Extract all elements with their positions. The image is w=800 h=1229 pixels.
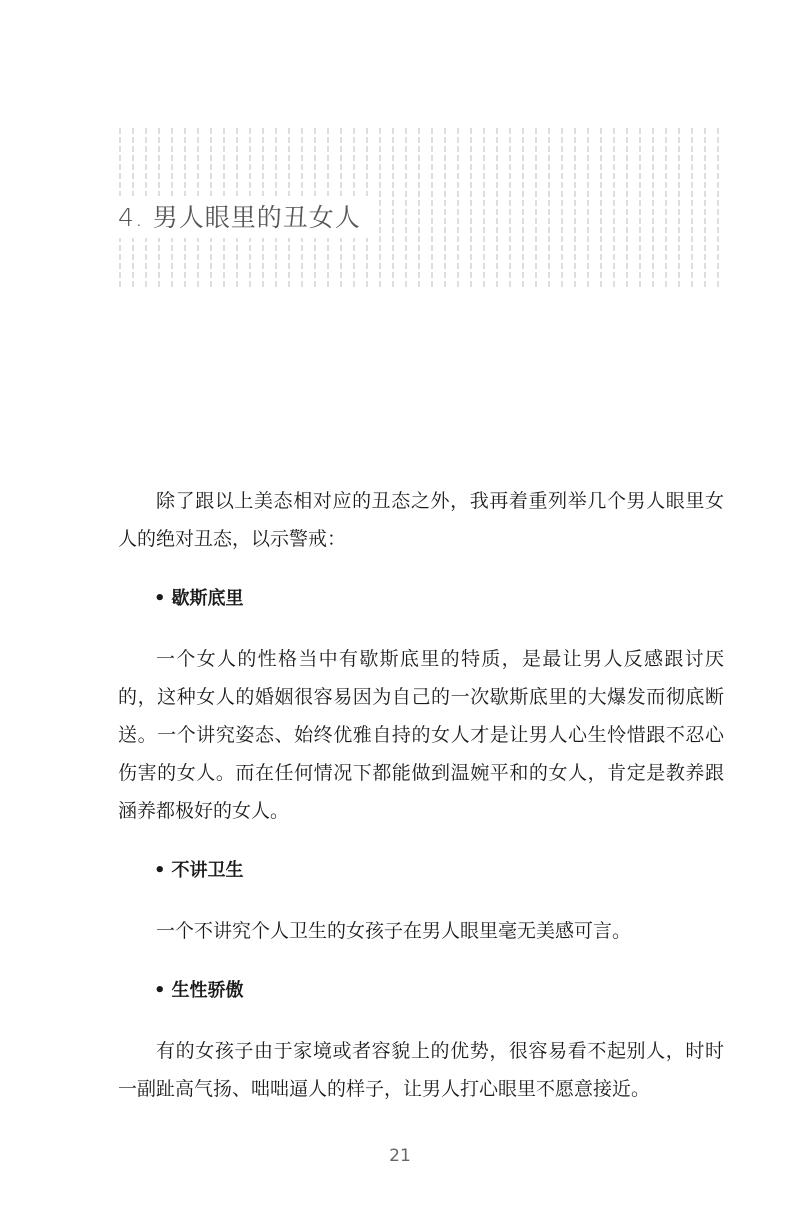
section-heading-hysteria: [118, 580, 724, 618]
page-number: 21: [389, 1146, 411, 1166]
section-heading-hygiene: [118, 852, 724, 890]
section-heading-label: 生性骄傲: [171, 980, 244, 1001]
chapter-title: 4. 男人眼里的丑女人: [118, 196, 373, 238]
section-heading-arrogance: [118, 972, 724, 1010]
section-heading-label: 歇斯底里: [171, 588, 244, 609]
intro-paragraph: 除了跟以上美态相对应的丑态之外，我再着重列举几个男人眼里女人的绝对丑态，以示警戒：: [118, 490, 724, 550]
section-heading-label: 不讲卫生: [171, 860, 244, 881]
section-paragraph-hysteria: 一个女人的性格当中有歇斯底里的特质，是最让男人反感跟讨厌的，这种女人的婚姻很容易因为自己的一次歇斯底里的大爆发而彻底断送。一个讲究姿态、始终优雅自持的女人才是让男人心生怜惜跟不忍心伤害的女人。而在任何情况下都能做到温婉平和的女人，肯定是教养跟涵养都极好的女人。: [118, 648, 724, 822]
bullet-icon: •: [154, 588, 166, 609]
bullet-icon: •: [154, 860, 166, 881]
section-paragraph-arrogance: 有的女孩子由于家境或者容貌上的优势，很容易看不起别人，时时一副趾高气扬、咄咄逼人的样子，让男人打心眼里不愿意接近。: [118, 1040, 724, 1100]
page-body: [118, 482, 724, 1130]
section-paragraph-hygiene: 一个不讲究个人卫生的女孩子在男人眼里毫无美感可言。: [156, 920, 632, 942]
bullet-icon: •: [154, 980, 166, 1001]
